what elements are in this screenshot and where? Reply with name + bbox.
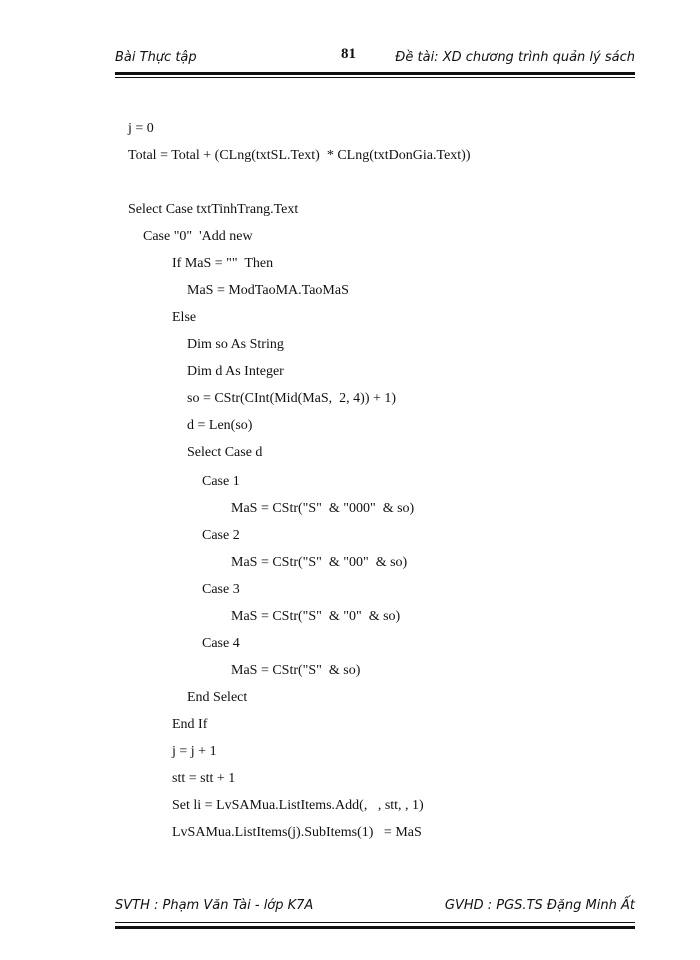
footer-rule-thin [115, 922, 635, 923]
code-line: j = j + 1 [172, 744, 217, 759]
code-line: MaS = CStr("S" & "00" & so) [231, 555, 408, 570]
code-line: Case 2 [202, 528, 240, 543]
code-line: End If [172, 717, 208, 732]
code-line: Case 4 [202, 636, 240, 651]
header-left-text: Bài Thực tập [115, 50, 197, 65]
code-line: Total = Total + (CLng(txtSL.Text) * CLng(txtDonGia.Text)) [128, 148, 471, 163]
footer-left-text: SVTH : Phạm Văn Tài - lớp K7A [115, 898, 314, 913]
footer-right-text: GVHD : PGS.TS Đặng Minh Ất [444, 898, 635, 913]
code-line: Case 3 [202, 582, 240, 597]
code-line: LvSAMua.ListItems(j).SubItems(1) = MaS [172, 825, 422, 840]
code-line: so = CStr(CInt(Mid(MaS, 2, 4)) + 1) [187, 391, 397, 406]
code-line: Set li = LvSAMua.ListItems.Add(, , stt, , 1) [172, 798, 424, 813]
code-line: MaS = CStr("S" & "000" & so) [231, 501, 415, 516]
code-line: stt = stt + 1 [172, 771, 236, 786]
page-footer [115, 896, 635, 918]
page-header [115, 44, 635, 68]
code-line: MaS = CStr("S" & "0" & so) [231, 609, 401, 624]
code-line: Case 1 [202, 474, 240, 489]
header-right-text: Đề tài: XD chương trình quản lý sách [395, 50, 635, 65]
code-line: Else [172, 310, 197, 325]
code-line: Select Case d [187, 445, 263, 460]
header-rule-thin [115, 77, 635, 78]
header-rule-thick [115, 72, 635, 75]
footer-rule-thick [115, 926, 635, 929]
code-line: Dim d As Integer [187, 364, 284, 379]
code-line: End Select [187, 690, 248, 705]
code-line: MaS = CStr("S" & so) [231, 663, 361, 678]
code-line: Select Case txtTinhTrang.Text [128, 202, 299, 217]
code-line: If MaS = "" Then [172, 256, 274, 271]
code-line: Dim so As String [187, 337, 284, 352]
code-line: Case "0" 'Add new [143, 229, 253, 244]
code-line: MaS = ModTaoMA.TaoMaS [187, 283, 349, 298]
code-line: j = 0 [128, 121, 154, 136]
page-number: 81 [341, 46, 356, 62]
code-line: d = Len(so) [187, 418, 253, 433]
